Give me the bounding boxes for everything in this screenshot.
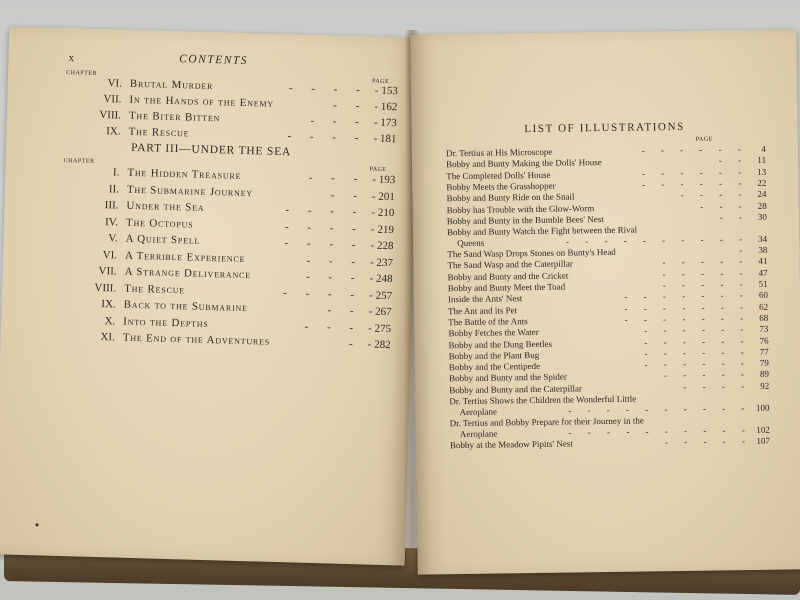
- illustration-caption-cont: Aeroplane: [459, 406, 498, 417]
- leader-dots: - -: [327, 304, 362, 318]
- illustration-caption: Bobby and Bunty and the Caterpillar: [449, 383, 583, 395]
- illustration-caption: The Sand Wasp Drops Stones on Bunty's Head: [447, 246, 616, 260]
- leader-dots: - - -: [310, 114, 368, 129]
- leader-dots: -: [348, 337, 361, 351]
- illustration-page: 47: [758, 267, 768, 278]
- leader-dots: -: [739, 245, 750, 256]
- chapter-title: The Rescue: [128, 125, 190, 140]
- illustration-caption: The Completed Dolls' House: [446, 169, 551, 181]
- leader-dots: - - - - -: [662, 279, 750, 291]
- illustration-caption: Bobby Meets the Grasshopper: [446, 180, 556, 193]
- chapter-title: Brutal Murder: [129, 77, 214, 93]
- chapter-title: The Octopus: [125, 216, 194, 231]
- illustration-caption: The Battle of the Ants: [448, 315, 528, 328]
- chapter-page: - 210: [371, 206, 395, 220]
- illustration-page: 102: [756, 424, 770, 435]
- illustration-caption: Bobby and Bunty Making the Dolls' House: [445, 157, 602, 170]
- leader-dots: - - - - -: [664, 435, 753, 448]
- leader-dots: - - - - -: [663, 369, 752, 381]
- leader-dots: - - - - - -: [644, 335, 751, 347]
- chapter-page: - 162: [374, 100, 398, 114]
- leader-dots: - - - -: [288, 82, 368, 97]
- leader-dots: - - - - - -: [642, 177, 749, 190]
- illustration-page: 13: [757, 166, 767, 177]
- leader-dots: - - - - - -: [641, 144, 748, 156]
- chapter-title: The Submarine Journey: [126, 183, 254, 199]
- leader-dots: - - -: [308, 171, 366, 186]
- chapter-page: - 228: [370, 239, 394, 253]
- illustration-page: 92: [760, 380, 770, 391]
- illustration-caption: Bobby and Bunty Meet the Toad: [447, 281, 566, 294]
- leader-dots: - - - -: [285, 204, 365, 219]
- chapter-page: - 153: [374, 84, 398, 98]
- chapter-number: VI.: [107, 77, 123, 90]
- chapter-page: - 267: [368, 305, 392, 319]
- chapter-number: XI.: [100, 331, 115, 344]
- chapter-number: VI.: [102, 248, 118, 261]
- chapter-title: The Biter Bitten: [128, 109, 221, 125]
- chapter-number: V.: [108, 232, 118, 245]
- leader-dots: - -: [719, 211, 749, 223]
- leader-dots: - - - - - - - - - -: [565, 233, 750, 247]
- leader-dots: - - - - - - - - - -: [568, 424, 752, 438]
- leader-dots: - - - -: [287, 130, 367, 145]
- page-column-label: PAGE: [369, 166, 387, 173]
- illustration-caption: Bobby and the Dung Beetles: [448, 338, 553, 350]
- leader-dots: - - - - - - -: [624, 301, 751, 314]
- illustration-caption: Bobby has Trouble with the Glow-Worm: [446, 202, 595, 215]
- contents-title: CONTENTS: [178, 53, 249, 68]
- illustrations-page: [410, 29, 800, 574]
- leader-dots: - - - - -: [662, 267, 750, 279]
- chapter-number: IX.: [101, 298, 116, 311]
- contents-page: [0, 26, 419, 565]
- illustration-page: 28: [757, 200, 767, 211]
- chapter-number: IV.: [104, 215, 119, 228]
- chapter-page: - 248: [369, 272, 393, 286]
- chapter-title: The Rescue: [124, 282, 186, 296]
- leader-dots: - - - - -: [662, 256, 750, 268]
- leader-dots: - - -: [306, 254, 364, 268]
- leader-dots: - - - - - -: [641, 166, 749, 179]
- illustration-page: 89: [759, 369, 770, 380]
- chapter-title: A Strange Deliverance: [124, 265, 252, 282]
- leader-dots: - - -: [304, 320, 362, 334]
- leader-dots: - - - -: [283, 286, 363, 301]
- illustration-page: 60: [758, 290, 768, 301]
- chapter-number: X.: [104, 314, 116, 327]
- illustration-page: 51: [758, 278, 768, 289]
- chapter-page: - 275: [368, 322, 392, 335]
- illustration-caption: Dr. Tertius at His Microscope: [445, 146, 553, 159]
- illustration-caption-cont: Aeroplane: [459, 428, 498, 439]
- chapter-number: IX.: [106, 125, 121, 138]
- illustration-entry: [450, 414, 770, 439]
- illustrations-title: LIST OF ILLUSTRATIONS: [524, 120, 685, 136]
- leader-dots: - - - - - -: [644, 358, 751, 370]
- illustration-caption: Bobby Fetches the Water: [448, 327, 539, 339]
- chapter-number: III.: [104, 199, 119, 212]
- part-iii-title: PART III—UNDER THE SEA: [130, 141, 292, 159]
- illustration-caption: Bobby and Bunty and the Spider: [448, 371, 567, 384]
- chapter-title: The Hidden Treasure: [127, 166, 242, 182]
- illustration-page: 30: [757, 211, 767, 222]
- chapter-title: Into the Depths: [123, 315, 209, 330]
- chapter-page: - 257: [369, 289, 393, 302]
- chapter-page: - 219: [370, 223, 395, 236]
- illustration-page: 38: [758, 244, 768, 255]
- chapter-title: The End of the Adventures: [122, 331, 271, 348]
- chapter-title: Back to the Submarine: [123, 298, 248, 315]
- page-folio: x: [68, 52, 75, 65]
- illustration-page: 62: [759, 301, 769, 312]
- chapter-column-label: CHAPTER: [66, 69, 98, 77]
- illustration-caption: Bobby and Bunty and the Cricket: [447, 270, 569, 282]
- chapter-number: VIII.: [94, 281, 117, 294]
- illustration-caption: Bobby at the Meadow Pipits' Nest: [449, 438, 573, 451]
- illustration-page: 34: [758, 233, 768, 244]
- leader-dots: - -: [333, 99, 368, 113]
- illustration-caption: Bobby and the Centipede: [448, 361, 541, 373]
- illustration-caption: Bobby and Bunty Ride on the Snail: [446, 191, 575, 204]
- leader-dots: - - - - - -: [644, 346, 751, 359]
- illustration-caption: Bobby and the Plant Bug: [448, 349, 540, 362]
- leader-dots: - - - - - - -: [624, 312, 751, 325]
- chapter-page: - 181: [373, 132, 397, 146]
- page-column-label: PAGE: [371, 78, 390, 86]
- chapter-number: I.: [112, 166, 120, 179]
- chapter-title: A Terrible Experience: [124, 249, 246, 265]
- chapter-number: II.: [108, 182, 120, 195]
- chapter-page: - 282: [367, 338, 391, 352]
- illustration-caption: The Ant and its Pet: [448, 304, 518, 316]
- illustration-caption-cont: Queens: [457, 237, 485, 248]
- chapter-number: VII.: [103, 93, 122, 106]
- illustration-page: 11: [757, 155, 767, 166]
- illustration-page: 68: [759, 312, 769, 323]
- leader-dots: - - - -: [683, 380, 752, 392]
- illustration-page: 41: [758, 256, 768, 267]
- illustration-caption: Dr. Tertius and Bobby Prepare for their Journey in the: [449, 415, 644, 429]
- illustration-page: 107: [756, 435, 771, 446]
- illustration-entry: [449, 392, 769, 417]
- illustration-entry: [447, 223, 767, 248]
- page-column-label: PAGE: [695, 136, 713, 143]
- chapter-title: In the Hands of the Enemy: [129, 93, 275, 110]
- illustration-page: 100: [755, 402, 770, 413]
- chapter-number: VII.: [98, 264, 117, 278]
- leader-dots: - - - - - - -: [624, 290, 750, 303]
- leader-dots: - - -: [700, 200, 749, 212]
- chapter-title: Under the Sea: [126, 199, 205, 214]
- illustration-caption: Bobby and Bunty Watch the Fight between the Rival: [446, 224, 638, 238]
- illustration-caption: The Sand Wasp and the Caterpillar: [447, 258, 573, 271]
- leader-dots: - -: [330, 188, 366, 202]
- illustration-page: 73: [759, 323, 769, 335]
- illustration-caption: Bobby and Bunty in the Bumble Bees' Nest: [446, 213, 604, 227]
- leader-dots: - - - - - -: [644, 324, 751, 336]
- chapter-page: - 201: [371, 190, 396, 203]
- chapter-page: - 237: [369, 256, 394, 269]
- chapter-page: - 193: [372, 173, 396, 187]
- chapter-title: A Quiet Spell: [125, 232, 201, 247]
- chapter-page: - 173: [373, 116, 398, 130]
- leader-dots: - - - - - - - - - -: [568, 402, 752, 416]
- illustration-caption: Dr. Tertius Shows the Children the Wonderful Little: [449, 393, 637, 407]
- leader-dots: - -: [718, 155, 749, 166]
- leader-dots: - - - -: [284, 220, 365, 235]
- illustration-page: 22: [757, 177, 767, 188]
- chapter-number: VIII.: [99, 108, 122, 122]
- leader-dots: - - -: [305, 270, 363, 285]
- illustration-caption: Inside the Ants' Nest: [447, 293, 523, 305]
- leader-dots: - - - -: [680, 189, 749, 201]
- illustration-page: 79: [759, 357, 769, 368]
- illustration-page: 24: [757, 188, 767, 200]
- page-speck: [36, 523, 39, 526]
- illustration-page: 76: [759, 335, 769, 346]
- chapter-column-label: CHAPTER: [63, 157, 95, 165]
- illustration-page: 4: [761, 143, 766, 154]
- illustration-page: 77: [759, 346, 769, 357]
- leader-dots: - - - -: [284, 237, 364, 252]
